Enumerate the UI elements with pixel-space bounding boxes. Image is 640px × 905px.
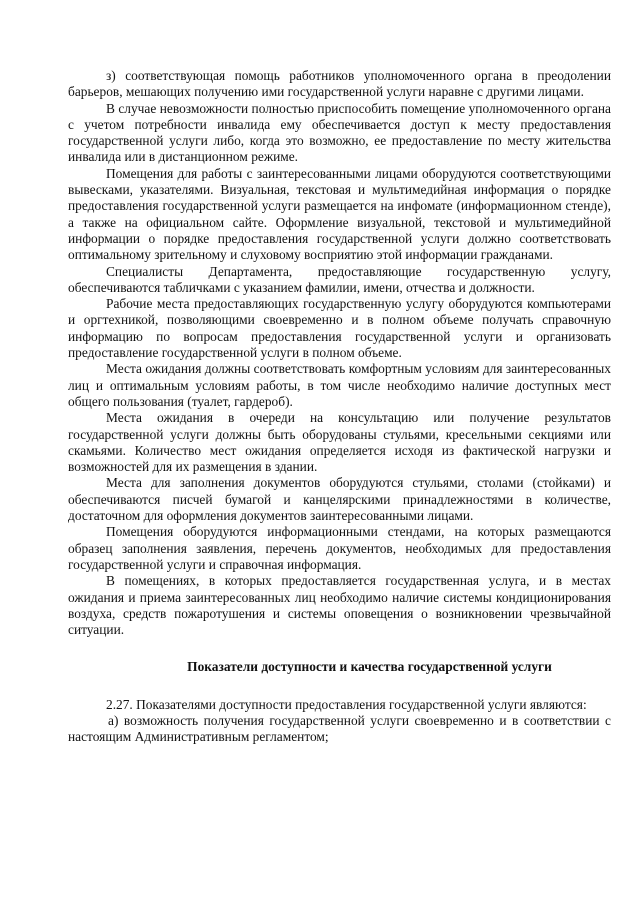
paragraph-info-stands: Помещения оборудуются информационными стендами, на которых размещаются образец заполнения заявления, перечень документов, необходимых для предоставления государственной услуги и справочная информация.	[68, 524, 611, 572]
paragraph-safety-systems: В помещениях, в которых предоставляется государственная услуга, и в местах ожидания и приема заинтересованных лиц необходимо наличие системы кондиционирования воздуха, средств пожаротушения и системы оповещения о возникновении чрезвычайной ситуации.	[68, 573, 611, 638]
document-page	[68, 68, 611, 746]
paragraph-clause-2-27: 2.27. Показателями доступности предоставления государственной услуги являются:	[106, 696, 587, 712]
paragraph-assistance: з) соответствующая помощь работников уполномоченного органа в преодолении барьеров, мешающих получению ими государственной услуги наравне с другими лицами.	[68, 68, 611, 100]
paragraph-premises-signs: Помещения для работы с заинтересованными лицами оборудуются соответствующими вывесками, указателями. Визуальная, текстовая и мультимедийная информация о порядке предоставления государственной услуги размещается на инфомате (информационном стенде), а также на официальном сайте. Оформление визуальной, текстовой и мультимедийной информации о порядке предоставления государственной услуги должно соответствовать оптимальному зрительному и слуховому восприятию этой информации гражданами.	[68, 165, 611, 263]
section-heading: Показатели доступности и качества государственной услуги	[187, 659, 552, 675]
paragraph-specialists: Специалисты Департамента, предоставляющие государственную услугу, обеспечиваются табличками с указанием фамилии, имени, отчества и должности.	[68, 263, 611, 295]
paragraph-impossibility: В случае невозможности полностью приспособить помещение уполномоченного органа с учетом потребности инвалида ему обеспечивается доступ к месту предоставления государственной услуги либо, когда это возможно, ее предоставление по месту жительства инвалида или в дистанционном режиме.	[68, 100, 611, 165]
paragraph-clause-a: а) возможность получения государственной услуги своевременно и в соответствии с настоящим Административным регламентом;	[68, 712, 611, 745]
paragraph-workplaces: Рабочие места предоставляющих государственную услугу оборудуются компьютерами и оргтехникой, позволяющими своевременно и в полном объеме получать справочную информацию по вопросам предоставления государственной услуги и организовать предоставление государственной услуги в полном объеме.	[68, 296, 611, 361]
paragraph-queue-places: Места ожидания в очереди на консультацию или получение результатов государственной услуги должны быть оборудованы стульями, кресельными секциями или скамьями. Количество мест ожидания определяется исходя из фактической нагрузки и возможностей для их размещения в здании.	[68, 410, 611, 475]
paragraph-filling-places: Места для заполнения документов оборудуются стульями, столами (стойками) и обеспечиваются писчей бумагой и канцелярскими принадлежностями в количестве, достаточном для оформления документов заинтересованными лицами.	[68, 475, 611, 524]
paragraph-waiting-places: Места ожидания должны соответствовать комфортным условиям для заинтересованных лиц и оптимальным условиям работы, в том числе необходимо наличие доступных мест общего пользования (туалет, гардероб).	[68, 361, 611, 409]
